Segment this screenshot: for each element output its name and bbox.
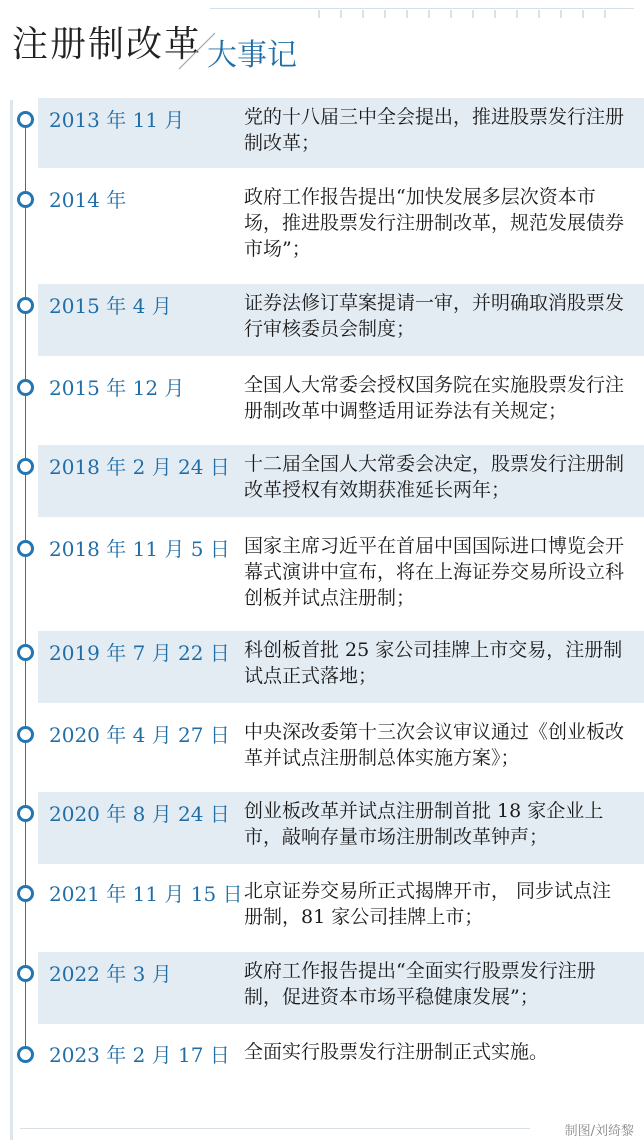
timeline-dot — [17, 885, 34, 902]
page-title: 注册制改革 — [12, 24, 203, 65]
header-tick — [604, 10, 606, 18]
timeline-dot — [17, 1046, 34, 1063]
event-text: 创业板改革并试点注册制首批 18 家企业上市，敲响存量市场注册制改革钟声； — [244, 800, 604, 848]
event-row — [38, 1033, 644, 1083]
timeline-line — [25, 112, 26, 1062]
event-row — [38, 527, 644, 619]
event-text: 党的十八届三中全会提出，推进股票发行注册制改革； — [244, 106, 625, 154]
event-text: 证券法修订草案提请一审，并明确取消股票发行审核委员会制度； — [244, 292, 625, 340]
header-tick — [538, 10, 540, 18]
event-text: 中央深改委第十三次会议审议通过《创业板改革并试点注册制总体实施方案》； — [244, 721, 625, 769]
header-tick — [406, 10, 408, 18]
event-row — [38, 713, 644, 781]
event-text: 科创板首批 25 家公司挂牌上市交易，注册制试点正式落地； — [244, 639, 623, 687]
event-row — [38, 792, 644, 864]
event-date: 2018 年 2 月 24 日 — [49, 455, 230, 479]
timeline-dot — [17, 297, 34, 314]
header-tick — [428, 10, 430, 18]
timeline-dot — [17, 191, 34, 208]
event-date: 2015 年 4 月 — [49, 294, 172, 318]
timeline-dot — [17, 458, 34, 475]
side-rule — [10, 100, 13, 1140]
header-tick — [516, 10, 518, 18]
event-text: 国家主席习近平在首届中国国际进口博览会开幕式演讲中宣布，将在上海证券交易所设立科创板并试点注册制； — [244, 535, 625, 609]
timeline-dot — [17, 965, 34, 982]
credit-rule — [20, 1128, 530, 1129]
header-tick — [384, 10, 386, 18]
event-row — [38, 952, 644, 1024]
event-text: 北京证券交易所正式揭牌开市， 同步试点注册制，81 家公司挂牌上市； — [244, 880, 612, 928]
timeline-dot — [17, 111, 34, 128]
header-tick — [582, 10, 584, 18]
timeline-dot — [17, 540, 34, 557]
event-date: 2013 年 11 月 — [49, 108, 185, 132]
header-tick — [318, 10, 320, 18]
event-row — [38, 872, 644, 942]
event-date: 2018 年 11 月 5 日 — [49, 537, 230, 561]
timeline-dot — [17, 805, 34, 822]
event-row — [38, 178, 644, 270]
header-tick — [494, 10, 496, 18]
header-tick — [362, 10, 364, 18]
event-text: 全国人大常委会授权国务院在实施股票发行注册制改革中调整适用证券法有关规定； — [244, 374, 625, 422]
event-text: 十二届全国人大常委会决定，股票发行注册制改革授权有效期获准延长两年； — [244, 453, 625, 501]
page-subtitle: 大事记 — [207, 38, 297, 73]
header-tick — [450, 10, 452, 18]
header — [0, 0, 644, 80]
event-row — [38, 445, 644, 517]
event-date: 2015 年 12 月 — [49, 376, 185, 400]
event-date: 2021 年 11 月 15 日 — [49, 882, 243, 906]
event-text: 全面实行股票发行注册制正式实施。 — [244, 1041, 549, 1063]
event-date: 2020 年 4 月 27 日 — [49, 723, 230, 747]
timeline-dot — [17, 726, 34, 743]
header-tick — [340, 10, 342, 18]
event-date: 2022 年 3 月 — [49, 962, 172, 986]
event-date: 2014 年 — [49, 188, 127, 212]
event-row — [38, 366, 644, 432]
event-text: 政府工作报告提出“全面实行股票发行注册制，促进资本市场平稳健康发展”； — [244, 960, 596, 1008]
header-ticks — [318, 10, 638, 18]
credit-text: 制图/刘绮黎 — [564, 1124, 634, 1139]
event-row — [38, 631, 644, 703]
header-rule — [210, 8, 634, 9]
event-date: 2020 年 8 月 24 日 — [49, 802, 230, 826]
header-tick — [560, 10, 562, 18]
event-text: 政府工作报告提出“加快发展多层次资本市场，推进股票发行注册制改革，规范发展债券市场”； — [244, 186, 625, 260]
event-row — [38, 98, 644, 168]
timeline-dot — [17, 644, 34, 661]
header-tick — [472, 10, 474, 18]
event-row — [38, 284, 644, 356]
timeline-dot — [17, 379, 34, 396]
event-date: 2019 年 7 月 22 日 — [49, 641, 230, 665]
event-date: 2023 年 2 月 17 日 — [49, 1043, 230, 1067]
